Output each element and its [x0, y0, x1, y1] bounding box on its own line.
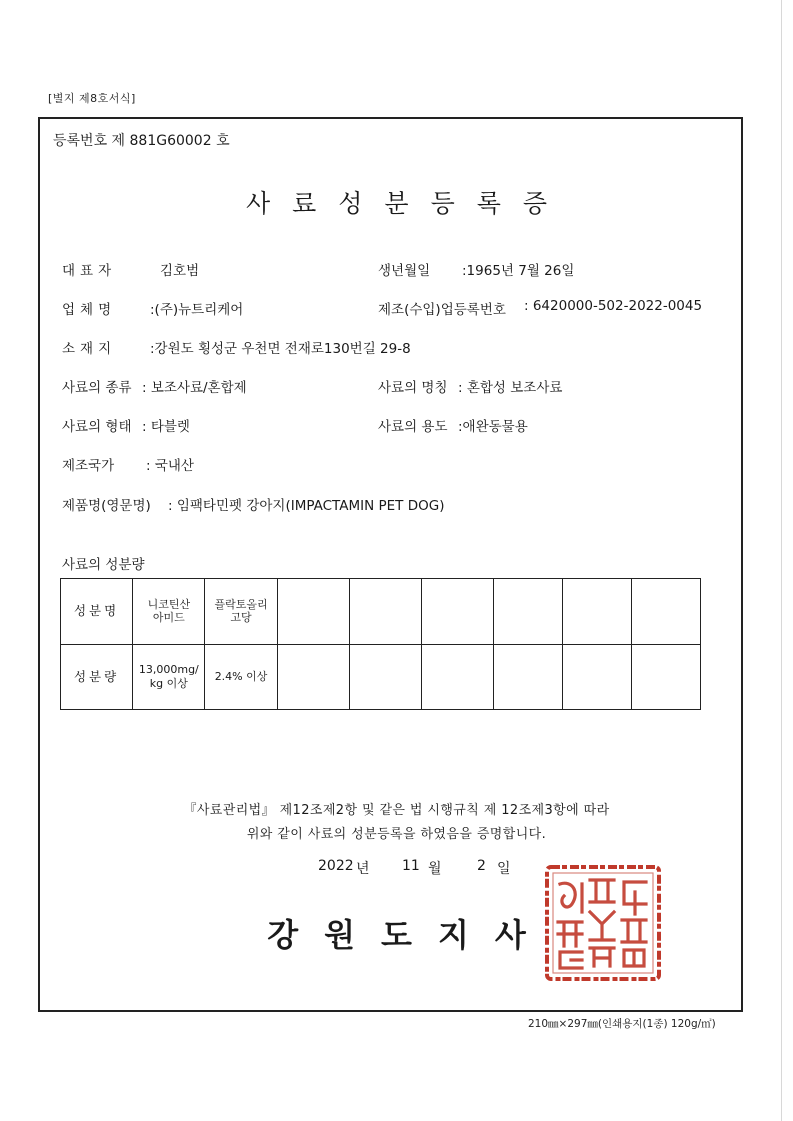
form-code: [별지 제8호서식] — [48, 92, 136, 105]
ingredient-name-cell — [277, 579, 349, 645]
country-value: : 국내산 — [146, 458, 194, 474]
feed-form-value: : 타블렛 — [142, 419, 190, 435]
business-reg-value: : 6420000-502-2022-0045 — [524, 298, 703, 314]
official-seal-stamp — [542, 862, 664, 984]
ingredient-amount-cell — [133, 644, 205, 710]
birth-value: :1965년 7월 26일 — [462, 263, 575, 279]
representative-value: 김호범 — [160, 263, 200, 279]
composition-name-row — [61, 579, 701, 645]
issuer-name: 강원도지사 — [267, 916, 552, 954]
registration-number: 등록번호 제 881G60002 호 — [53, 133, 230, 149]
ingredient-name-cell — [133, 579, 205, 645]
ingredient-amount-cell — [494, 644, 563, 710]
product-name-value: : 임팩타민펫 강아지(IMPACTAMIN PET DOG) — [168, 498, 445, 514]
cell-line: 2.4% 이상 — [214, 669, 268, 683]
ingredient-amount-cell — [563, 644, 632, 710]
ingredient-name-header: 성분명 — [61, 579, 133, 645]
cell-line: 니코틴산 — [147, 597, 191, 611]
ingredient-amount-header: 성분량 — [61, 644, 133, 710]
issue-year-unit: 년 — [356, 861, 370, 877]
cell-line: 아미드 — [152, 611, 185, 625]
feed-use-value: :애완동물용 — [458, 419, 528, 435]
issue-month-unit: 월 — [428, 861, 442, 877]
cell-line: kg 이상 — [149, 676, 188, 690]
ingredient-name-cell — [205, 579, 277, 645]
issue-month: 11 — [402, 858, 420, 874]
paper-spec: 210㎜×297㎜(인쇄용지(1종) 120g/㎡) — [528, 1018, 716, 1030]
document-title: 사료성분등록증 — [245, 189, 570, 218]
composition-heading: 사료의 성분량 — [62, 557, 145, 573]
ingredient-name-cell — [494, 579, 563, 645]
location-label: 소재지 — [62, 341, 117, 357]
feed-use-label: 사료의 용도 — [378, 419, 448, 435]
feed-name-value: : 혼합성 보조사료 — [458, 380, 563, 396]
ingredient-amount-cell — [422, 644, 494, 710]
country-label: 제조국가 — [62, 458, 115, 474]
feed-type-label: 사료의 종류 — [62, 380, 132, 396]
ingredient-amount-cell — [277, 644, 349, 710]
composition-amount-row — [61, 644, 701, 710]
business-reg-label: 제조(수입)업등록번호 — [378, 302, 506, 318]
ingredient-name-cell — [563, 579, 632, 645]
ingredient-amount-cell — [349, 644, 421, 710]
birth-label: 생년월일 — [378, 263, 431, 279]
feed-form-label: 사료의 형태 — [62, 419, 132, 435]
issue-year: 2022 — [318, 858, 354, 874]
ingredient-name-cell — [422, 579, 494, 645]
feed-name-label: 사료의 명칭 — [378, 380, 448, 396]
cell-line: 13,000mg/ — [138, 663, 199, 676]
location-value: :강원도 횡성군 우천면 전재로130번길 29-8 — [150, 341, 411, 357]
ingredient-name-cell — [632, 579, 701, 645]
certification-line-2: 위와 같이 사료의 성분등록을 하였음을 증명합니다. — [246, 827, 547, 842]
cell-line: 플락토올리 — [214, 597, 268, 611]
company-value: :(주)뉴트리케어 — [150, 302, 244, 318]
ingredient-name-cell — [349, 579, 421, 645]
certification-line-1: 『사료관리법』 제12조제2항 및 같은 법 시행규칙 제 12조제3항에 따라 — [183, 803, 610, 818]
product-name-label: 제품명(영문명) — [62, 498, 151, 514]
company-label: 업체명 — [62, 302, 117, 318]
ingredient-amount-cell — [632, 644, 701, 710]
representative-label: 대표자 — [62, 263, 117, 279]
cell-line: 고당 — [230, 611, 252, 625]
issue-day-unit: 일 — [497, 861, 511, 877]
feed-type-value: : 보조사료/혼합제 — [142, 380, 247, 396]
issue-day: 2 — [477, 858, 486, 874]
ingredient-amount-cell — [205, 644, 277, 710]
composition-table — [60, 578, 701, 710]
